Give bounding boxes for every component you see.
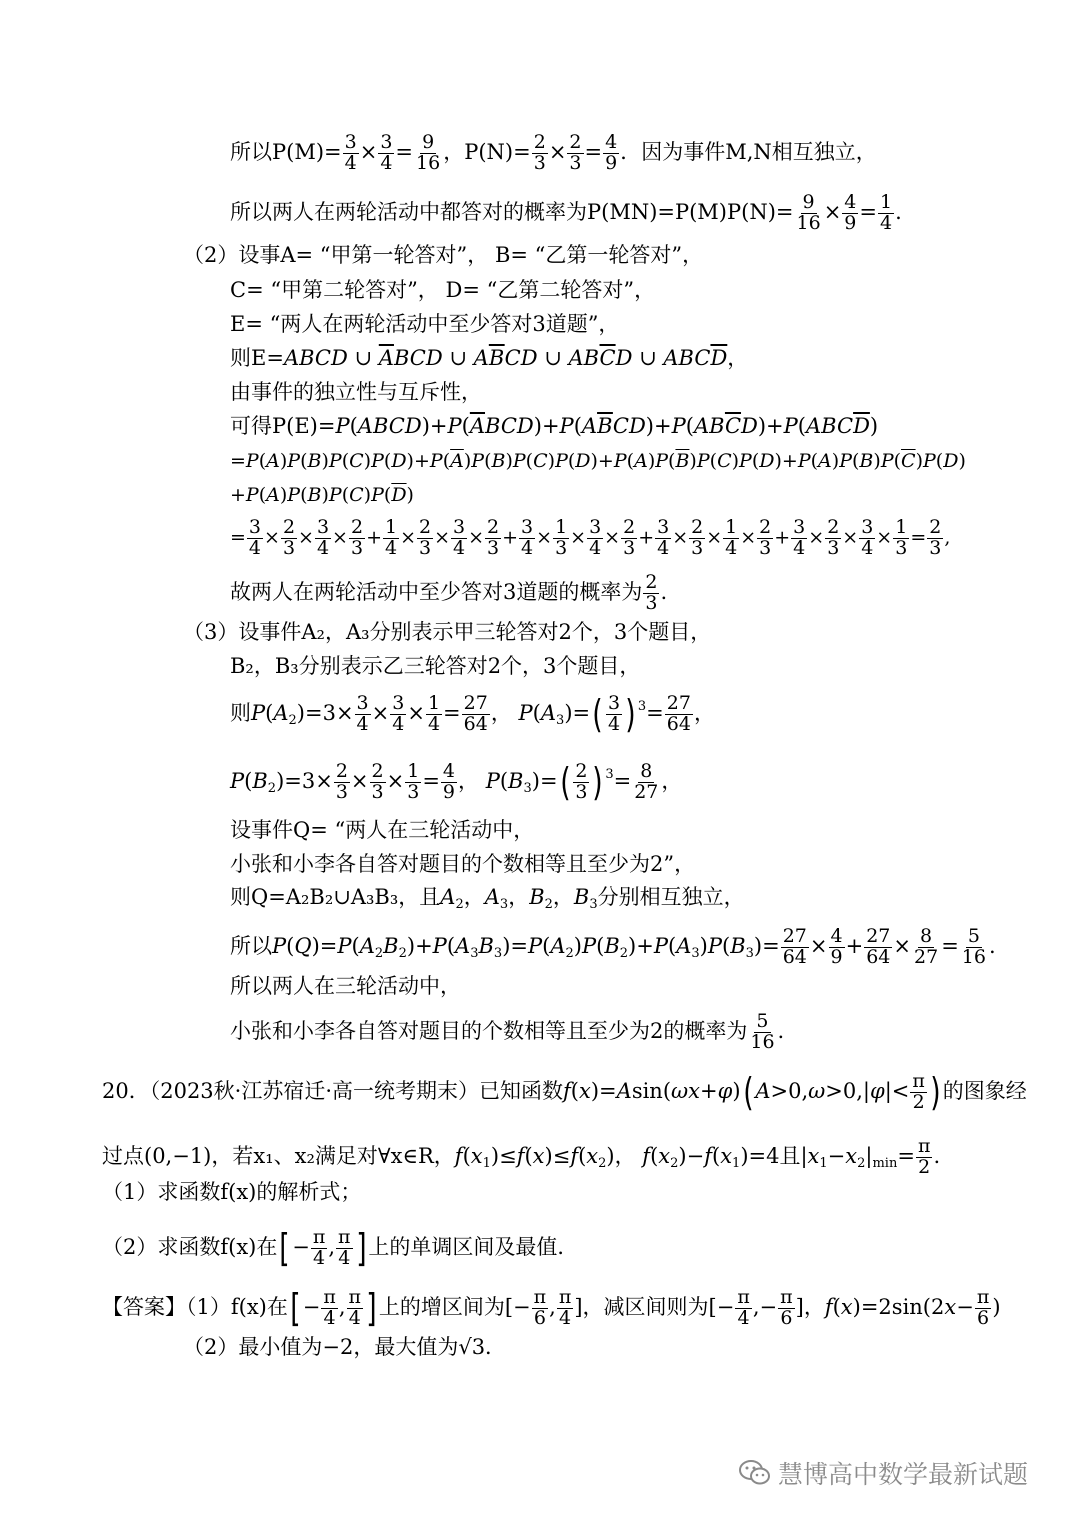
q20-condition: 过点(0,−1)，若x₁、x₂满足对∀x∈R，f(x1)≤f(x)≤f(x2)， f(x2)−f(x1)=4且|x1−x2|min= $\frac{\pi}{2}$ . <box>102 1135 941 1178</box>
watermark-text: 慧博高中数学最新试题 <box>778 1460 1029 1489</box>
part3-pa: 则P(A2)=3× $\frac{3}{4}$ × $\frac{3}{4}$ × $\frac{1}{4}$ = $\frac{27}{64}$ ， P(A3)=( $\frac{3}{4}$ ) $^3$= $\frac{27}{64}$ ， <box>230 692 715 737</box>
q20-stem: 20．（2023秋·江苏宿迁·高一统考期末）已知函数f(x)=Asin(ωx+φ)( A>0,ω>0,|φ|< $\frac{\pi}{2}$ ) 的图象经 <box>102 1070 1027 1115</box>
answer-part1: 【答案】（1）f(x)在[ − $\frac{\pi}{4}$ , $\frac{\pi}{4}$ ] 上的增区间为[− $\frac{\pi}{6}$ , $\frac{\pi}{4}$ ]，减区间则为[− $\frac{\pi}{4}$ ,− $\frac{\pi}{6}$ ]，f(x)=2sin(2x− $\frac{\pi}{6}$ ) <box>102 1286 1001 1331</box>
part3-c1: 所以两人在三轮活动中， <box>230 974 461 998</box>
q20-part1: （1）求函数f(x)的解析式； <box>102 1180 362 1204</box>
part2-intro: （2）设事A= “甲第一轮答对”， B= “乙第一轮答对”， <box>183 243 704 267</box>
part3-pq: 所以P(Q)=P(A2B2)+P(A3B3)=P(A2)P(B2)+P(A3)P(B3)= $\frac{27}{64}$ × $\frac{4}{9}$ + $\frac{27}{64}$ × $\frac{8}{27}$ = $\frac{5}{16}$ . <box>230 925 996 968</box>
line-pmn: 所以两人在两轮活动中都答对的概率为P(MN)=P(M)P(N)= $\frac{9}{16}$ × $\frac{4}{9}$ = $\frac{1}{4}$ . <box>230 191 902 234</box>
part2-expand1: $=P(A)P(B)P(C)P(D)+P(\overline{A})P(B)P(C)P(D)+P(A)P(\overline{B})P(C)P(D)+P(A)P(B)P(\overline{C})P(D)$ <box>230 450 966 472</box>
part3-b: B₂，B₃分别表示乙三轮答对2个，3个题目， <box>230 654 641 678</box>
wechat-icon <box>738 1458 772 1488</box>
line-pm-pn: 所以P(M)= $\frac{3}{4}$ × $\frac{3}{4}$ = $\frac{9}{16}$ ，P(N)= $\frac{2}{3}$ × $\frac{2}{3}$ = $\frac{4}{9}$ ．因为事件M,N相互独立， <box>230 131 877 174</box>
part3-q1: 设事件Q= “两人在三轮活动中， <box>230 818 535 842</box>
watermark <box>738 1455 1028 1491</box>
part2-independence: 由事件的独立性与互斥性， <box>230 380 482 404</box>
part2-cd: C= “甲第二轮答对”， D= “乙第二轮答对”， <box>230 278 656 302</box>
part2-e: E= “两人在两轮活动中至少答对3道题”， <box>230 312 620 336</box>
part2-expand2: $+P(A)P(B)P(C)P(\overline{D})$ <box>230 484 414 506</box>
part2-conclusion: 故两人在两轮活动中至少答对3道题的概率为 $\frac{2}{3}$ . <box>230 571 668 614</box>
part3-intro: （3）设事件A₂，A₃分别表示甲三轮答对2个，3个题目， <box>183 620 712 644</box>
answer-part2: （2）最小值为−2，最大值为√3． <box>183 1335 507 1359</box>
part2-pe: 可得$P(E)=P(ABCD)+P(\overline{A}BCD)+P(A\overline{B}CD)+P(AB\overline{C}D)+P(ABC\overline{D})$ <box>230 414 879 438</box>
fraction: $\frac{3}{4}$ <box>344 131 357 174</box>
part3-q2: 小张和小李各自答对题目的个数相等且至少为2”， <box>230 852 696 876</box>
part2-numeric: = $\frac{3}{4}$ × $\frac{2}{3}$ × $\frac{3}{4}$ × $\frac{2}{3}$ + $\frac{1}{4}$ × $\frac{2}{3}$ × $\frac{3}{4}$ × $\frac{2}{3}$ + $\frac{3}{4}$ × $\frac{1}{3}$ × $\frac{3}{4}$ × $\frac{2}{3}$ + $\frac{3}{4}$ × $\frac{2}{3}$ × $\frac{1}{4}$ × $\frac{2}{3}$ + $\frac{3}{4}$ × $\frac{2}{3}$ × $\frac{3}{4}$ × $\frac{1}{3}$ = $\frac{2}{3}$ , <box>230 516 951 559</box>
part3-q3: 则Q=A₂B₂∪A₃B₃，且A2，A3，B2，B3分别相互独立， <box>230 885 745 912</box>
part2-union: 则E=ABCD ∪ $\overline{A}BCD$ ∪ $A\overline{B}CD$ ∪ $AB\overline{C}D$ ∪ $ABC\overline{D}$， <box>230 346 749 370</box>
part3-pb: P(B2)=3× $\frac{2}{3}$ × $\frac{2}{3}$ × $\frac{1}{3}$ = $\frac{4}{9}$ ， P(B3)=( $\frac{2}{3}$ ) $^3$= $\frac{8}{27}$ ， <box>230 760 683 805</box>
part3-c2: 小张和小李各自答对题目的个数相等且至少为2的概率为 $\frac{5}{16}$ . <box>230 1010 785 1053</box>
q20-part2: （2）求函数f(x)在[ − $\frac{\pi}{4}$ , $\frac{\pi}{4}$ ] 上的单调区间及最值． <box>102 1226 579 1271</box>
